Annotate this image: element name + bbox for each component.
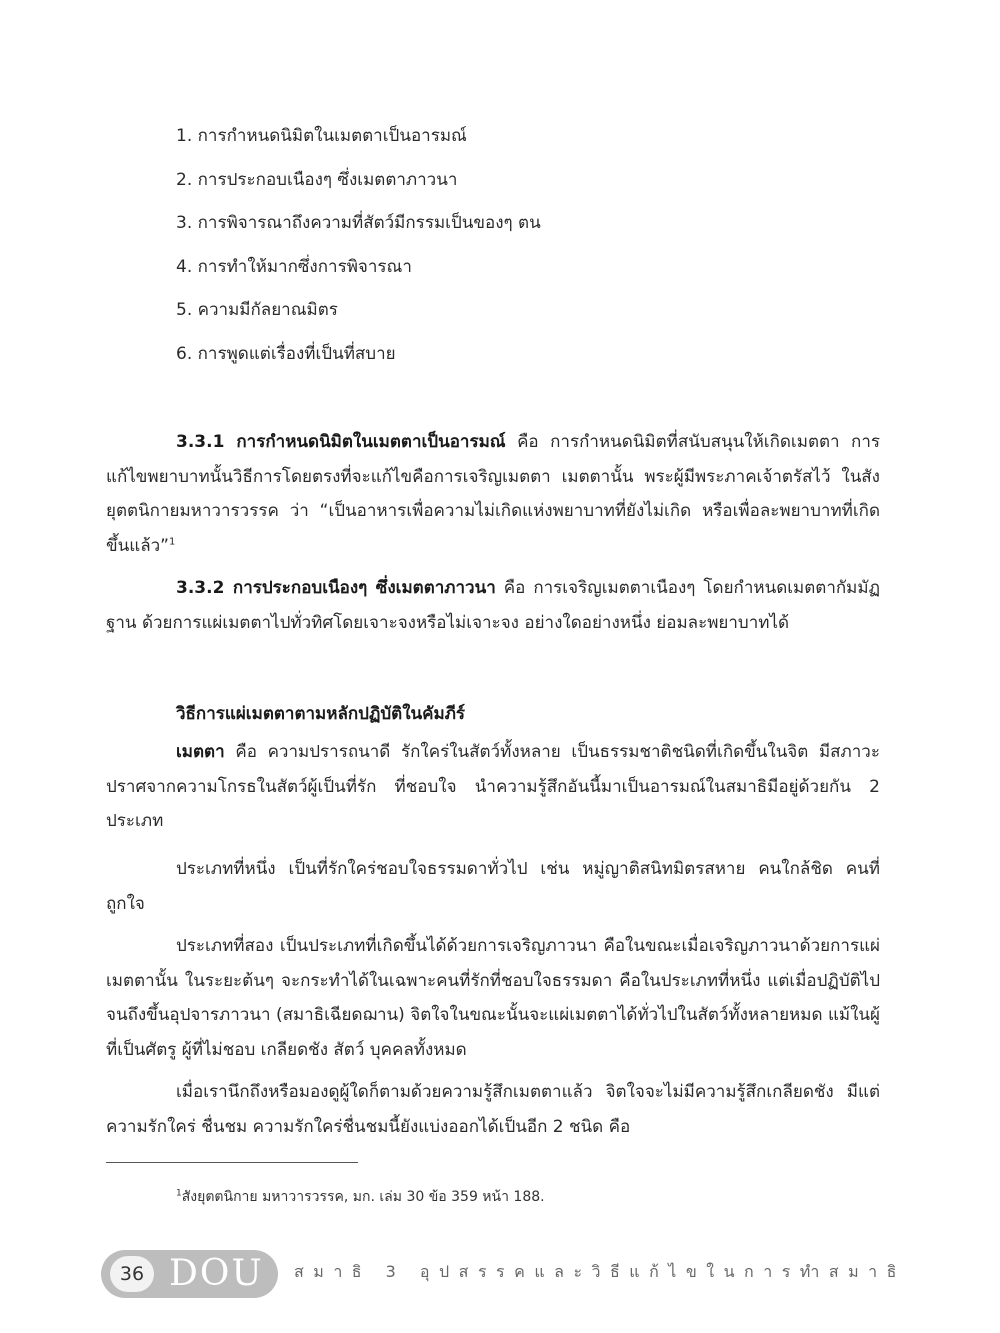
running-title: สมาธิ 3 อุปสรรคและวิธีแก้ไขในการทำสมาธิ [294, 1262, 906, 1281]
footnote-reference[interactable]: 1 [168, 535, 176, 547]
list-item: 4. การทำให้มากซึ่งการพิจารณา [176, 256, 412, 277]
section-331-title: 3.3.1 การกำหนดนิมิตในเมตตาเป็นอารมณ์ [176, 432, 506, 452]
list-item: 2. การประกอบเนืองๆ ซึ่งเมตตาภาวนา [176, 169, 458, 190]
section-heading: วิธีการแผ่เมตตาตามหลักปฏิบัติในคัมภีร์ [176, 704, 466, 724]
footer-badge [101, 1250, 278, 1298]
footnote-divider [106, 1162, 358, 1163]
page-number: 36 [110, 1256, 154, 1292]
footnote [176, 1186, 545, 1208]
footnote-text: สังยุตตนิกาย มหาวารวรรค, มก. เล่ม 30 ข้อ 359 หน้า 188. [181, 1189, 545, 1205]
list-item: 1. การกำหนดนิมิตในเมตตาเป็นอารมณ์ [176, 126, 467, 146]
section-332-title: 3.3.2 การประกอบเนืองๆ ซึ่งเมตตาภาวนา [176, 578, 496, 598]
numbered-list [176, 120, 541, 382]
footnote-mark: 1 [176, 1188, 182, 1199]
section-332-paragraph [106, 571, 880, 640]
list-item: 3. การพิจารณาถึงความที่สัตว์มีกรรมเป็นของๆ ตน [176, 213, 541, 234]
closing-paragraph: เมื่อเรานึกถึงหรือมองดูผู้ใดก็ตามด้วยความรู้สึกเมตตาแล้ว จิตใจจะไม่มีความรู้สึกเกลียดชัง มีแต่ความรักใคร่ ชื่นชม ความรักใคร่ชื่นชมนี้ยังแบ่งออกได้เป็นอีก 2 ชนิด คือ [106, 1082, 880, 1137]
type-one-paragraph: ประเภทที่หนึ่ง เป็นที่รักใคร่ชอบใจธรรมดาทั่วไป เช่น หมู่ญาติสนิทมิตรสหาย คนใกล้ชิด คนที่ถูกใจ [106, 859, 880, 914]
metta-body: คือ ความปรารถนาดี รักใคร่ในสัตว์ทั้งหลาย เป็นธรรมชาติชนิดที่เกิดขึ้นในจิต มีสภาวะปราศจากความโกรธในสัตว์ผู้เป็นที่รัก ที่ชอบใจ นำความรู้สึกอันนี้มาเป็นอารมณ์ในสมาธิมีอยู่ด้วยกัน 2 ประเภท [106, 742, 880, 831]
brand-logo-text: DOU [169, 1253, 264, 1294]
section-331-paragraph [106, 425, 880, 563]
section-332-body: คือ การเจริญเมตตาเนืองๆ โดยกำหนดเมตตากัมมัฏฐาน ด้วยการแผ่เมตตาไปทั่วทิศโดยเจาะจงหรือไม่เจาะจง อย่างใดอย่างหนึ่ง ย่อมละพยาบาทได้ [106, 578, 881, 633]
metta-paragraph [106, 735, 880, 839]
list-item: 5. ความมีกัลยาณมิตร [176, 300, 338, 321]
type-two-paragraph: ประเภทที่สอง เป็นประเภทที่เกิดขึ้นได้ด้วยการเจริญภาวนา คือในขณะเมื่อเจริญภาวนาด้วยการแผ่เมตตานั้น ในระยะต้นๆ จะกระทำได้ในเฉพาะคนที่รักที่ชอบใจธรรมดา คือในประเภทที่หนึ่ง แต่เมื่อปฏิบัติไปจนถึงขึ้นอุปจารภาวนา (สมาธิเฉียดฌาน) จิตใจในขณะนั้นจะแผ่เมตตาได้ทั่วไปในสัตว์ทั้งหลายหมด แม้ในผู้ที่เป็นศัตรู ผู้ที่ไม่ชอบ เกลียดชัง สัตว์ บุคคลทั้งหมด [106, 936, 880, 1060]
list-item: 6. การพูดแต่เรื่องที่เป็นที่สบาย [176, 343, 396, 364]
section-331-body: คือ การกำหนดนิมิตที่สนับสนุนให้เกิดเมตตา การแก้ไขพยาบาทนั้นวิธีการโดยตรงที่จะแก้ไขคือการเจริญเมตตา เมตตานั้น พระผู้มีพระภาคเจ้าตรัสไว้ ในสังยุตตนิกายมหาวารวรรค ว่า “เป็นอาหารเพื่อความไม่เกิดแห่งพยาบาทที่ยังไม่เกิด หรือเพื่อละพยาบาทที่เกิดขึ้นแล้ว” [106, 432, 881, 556]
metta-term: เมตตา [176, 742, 225, 762]
